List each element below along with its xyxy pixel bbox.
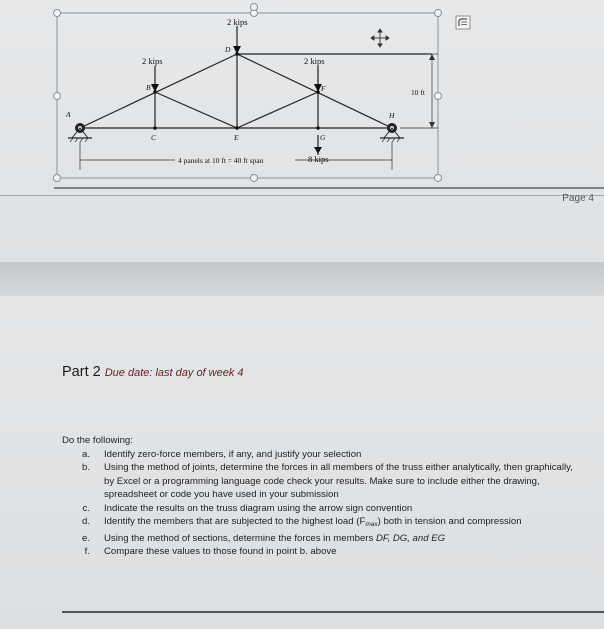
instructions-list [62, 448, 582, 559]
bottom-rule [62, 611, 604, 613]
member-FE [237, 92, 318, 128]
footer-divider [54, 187, 604, 189]
list-item [62, 532, 582, 546]
node-label-E: E [234, 133, 239, 142]
list-text-post: ) both in tension and compression [377, 516, 522, 527]
list-item [62, 515, 582, 532]
height-label: 10 ft [411, 88, 425, 97]
list-marker: e. [81, 532, 90, 544]
move-cursor-icon [371, 29, 389, 47]
load-label-G: 8 kips [308, 154, 329, 164]
part-heading [62, 364, 244, 380]
list-marker: a. [81, 448, 90, 460]
resize-handle-top-left[interactable] [54, 10, 61, 17]
resize-handle-bottom-right[interactable] [435, 175, 442, 182]
list-marker: b. [81, 462, 90, 473]
list-text [104, 515, 582, 532]
list-text-pre: Identify the members that are subjected to the highest load (F [104, 516, 366, 527]
list-marker: f. [84, 546, 90, 557]
arrowhead-G [314, 147, 322, 154]
resize-handle-top-right[interactable] [435, 10, 442, 17]
support-H [380, 123, 404, 142]
joint-D [235, 52, 239, 56]
truss-figure[interactable] [0, 0, 604, 262]
span-label: 4 panels at 10 ft = 40 ft span [178, 156, 264, 165]
list-text: Indicate the results on the truss diagram using the arrow sign convention [104, 502, 413, 514]
member-BE [155, 92, 237, 128]
list-text-pre: Using the method of sections, determine the forces in members [104, 532, 376, 544]
members-list: DF, DG, and EG [375, 532, 446, 544]
list-item [62, 545, 582, 559]
part-title: Part 2 [62, 364, 101, 380]
instructions-block [62, 434, 582, 559]
document-page-4 [0, 0, 604, 262]
support-A [68, 123, 92, 142]
list-text: Using the method of joints, determine the forces in all members of the truss either analytically, then graphically, by Excel or a programming language code check your results. Make sure to include either the drawing, spreadsheet or code you have used in your submission [104, 462, 573, 500]
load-label-D: 2 kips [227, 17, 248, 27]
instructions-intro: Do the following: [62, 435, 133, 446]
list-marker: c. [82, 502, 90, 514]
truss-members [80, 54, 432, 128]
list-text [104, 532, 582, 546]
node-label-C: C [151, 133, 157, 142]
node-label-D: D [225, 45, 231, 54]
joint-E [235, 126, 239, 130]
node-label-F: F [321, 84, 326, 93]
layout-options-icon[interactable] [456, 16, 470, 29]
list-text: Compare these values to those found in point b. above [104, 546, 337, 557]
resize-handle-middle-right[interactable] [435, 93, 442, 100]
page-gap [0, 262, 604, 296]
node-label-B: B [146, 83, 151, 92]
node-label-A: A [66, 110, 71, 119]
list-item [62, 502, 582, 516]
list-item [62, 461, 582, 502]
rotate-handle[interactable] [251, 4, 258, 11]
node-label-H: H [389, 111, 395, 120]
resize-handle-middle-left[interactable] [54, 93, 61, 100]
fmax-subscript: max [365, 521, 378, 528]
load-label-B: 2 kips [142, 56, 163, 66]
resize-handle-bottom-center[interactable] [251, 175, 258, 182]
load-label-F: 2 kips [304, 56, 325, 66]
list-marker: d. [81, 516, 90, 527]
joint-B [153, 90, 157, 94]
page-number: Page 4 [562, 193, 594, 204]
resize-handle-bottom-left[interactable] [54, 175, 61, 182]
list-item [62, 448, 582, 462]
due-date: Due date: last day of week 4 [104, 367, 244, 379]
joint-G [316, 126, 320, 130]
list-text: Identify zero-force members, if any, and justify your selection [104, 448, 362, 460]
node-label-G: G [320, 133, 326, 142]
joint-F [316, 90, 320, 94]
footer-divider-thin [0, 195, 604, 196]
joint-C [153, 126, 157, 130]
